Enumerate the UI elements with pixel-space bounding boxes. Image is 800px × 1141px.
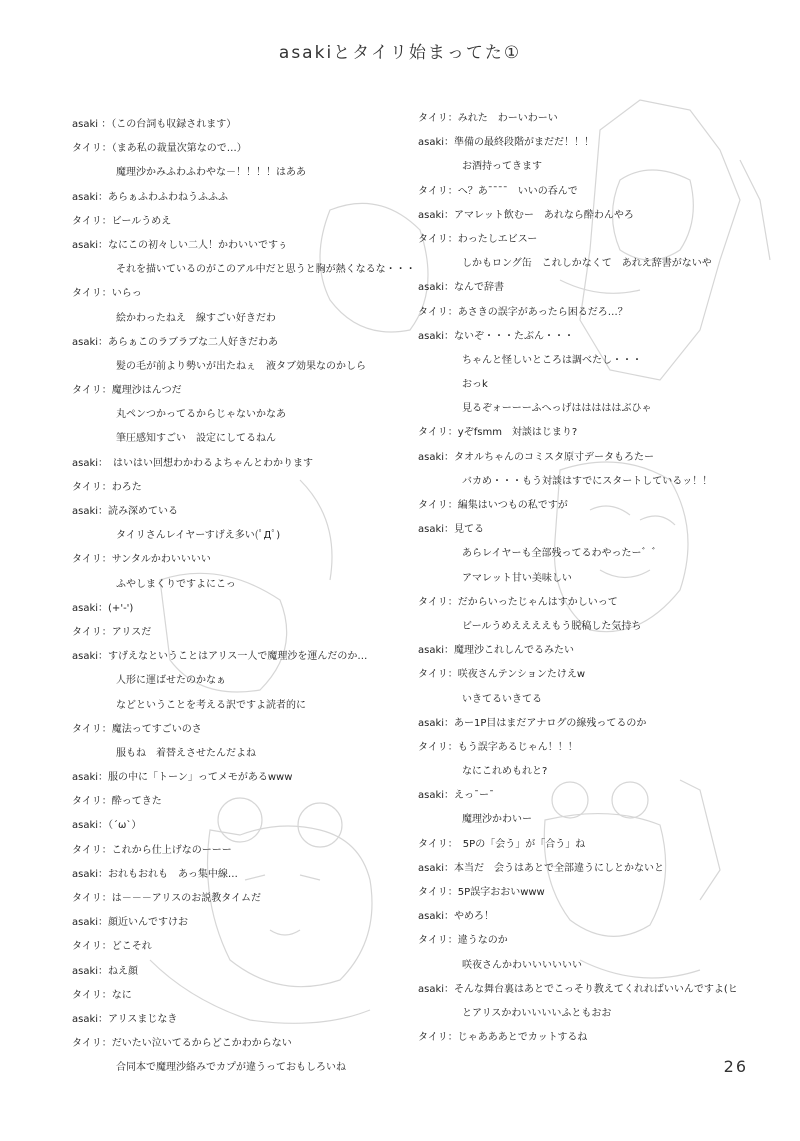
dialogue-line: asaki：準備の最終段階がまだだ！！！ [418,137,595,149]
dialogue-line: asaki：服の中に「トーン」ってメモがあるwww [72,772,293,784]
dialogue-line: 丸ペンつかってるからじゃないかなあ [116,409,286,421]
dialogue-line: タイリ：（まあ私の裁量次第なので…） [72,143,247,155]
dialogue-line: タイリ：ビールうめえ [72,215,172,227]
dialogue-line: タイリ：咲夜さんテンションたけえw [418,669,586,681]
dialogue-line: 人形に運ばせたのかなぁ [116,675,226,687]
dialogue-line: asaki：魔理沙これしんでるみたい [418,645,575,657]
dialogue-column-left [72,113,416,1081]
dialogue-line: タイリ：これから仕上げなのーーー [72,844,232,856]
dialogue-line: asaki：おれもおれも あっ集中線… [72,868,238,880]
dialogue-line: タイリ：魔法ってすごいのさ [72,723,202,735]
dialogue-line: asaki：あらぁこのラブラブな二人好きだわあ [72,336,279,348]
dialogue-line: タイリ：違うなのか [418,935,508,947]
dialogue-line: タイリ：わろた [72,481,142,493]
dialogue-line: ふやしまくりですよにこっ [116,578,236,590]
dialogue-line: おっk [462,379,488,391]
dialogue-line: 魔理沙かみふわふわやな－！！！！はああ [116,167,306,179]
dialogue-line: タイリ：酔ってきた [72,796,162,808]
dialogue-line: タイリ：yぞfsmm 対談はじまり? [418,427,578,439]
dialogue-line: タイリ：なに [72,989,132,1001]
dialogue-line: asaki：アリスまじなき [72,1013,178,1025]
dialogue-line: タイリ：だからいったじゃんはすかしいって [418,596,618,608]
dialogue-line: バカめ・・・もう対談はすでにスタートしているッ！！ [462,475,713,487]
dialogue-line: タイリ：編集はいつもの私ですが [418,500,568,511]
dialogue-line: タイリ：アリスだ [72,626,152,638]
dialogue-line: asaki：あー1P目はまだアナログの線残ってるのか [418,717,647,729]
dialogue-line: タイリさんレイヤーすげえ多い(ﾟДﾟ) [116,530,281,542]
dialogue-line: アマレット甘い美味しい [462,572,572,584]
dialogue-line: 筆圧感知すごい 設定にしてるねん [116,433,276,445]
dialogue-line: タイリ：じゃあああとでカットするね [418,1032,588,1044]
dialogue-line: しかもロング缶 これしかなくて あれえ辞書がないや [462,258,712,270]
dialogue-line: asaki：読み深めている [72,506,179,517]
dialogue-line: なにこれめもれと? [462,766,548,778]
dialogue-line: asaki：えっ¯ー¯ [418,790,495,802]
dialogue-line: asaki：ねえ顔 [72,965,139,977]
dialogue-line: asaki：あらぁふわふわねうふふふ [72,191,229,203]
dialogue-line: タイリ：いらっ [72,288,142,300]
page-title: asakiとタイリ始まってた① [278,43,522,63]
dialogue-line: 絵かわったねえ 線すごい好きだわ [116,312,276,324]
dialogue-line: とアリスかわいいいいふともおお [462,1007,612,1019]
dialogue-line: お酒持ってきます [462,161,542,173]
dialogue-line: 服もね 着替えさせたんだよね [116,747,256,759]
dialogue-line: asaki：ないぞ・・・たぶん・・・ [418,330,575,342]
dialogue-line: asaki：すげえなということはアリス一人で魔理沙を運んだのか… [72,651,368,663]
page-number: 26 [723,1057,748,1076]
dialogue-line: ビールうめええええもう脱稿した気持ち [462,620,642,632]
dialogue-line: タイリ：だいたい泣いてるからどこかわからない [72,1038,292,1050]
dialogue-line: asaki：(+'-') [72,602,134,614]
dialogue-line: asaki：そんな舞台裏はあとでこっそり教えてくれればいいんですよ(ヒ [418,983,738,995]
dialogue-line: 咲夜さんかわいいいいいい [462,959,582,971]
dialogue-line: asaki：タオルちゃんのコミスタ原寸データもろたー [418,451,655,463]
dialogue-line: タイリ：サンタルかわいいいい [72,554,211,566]
dialogue-line: asaki：本当だ 会うはあとで全部違うにしとかないと [418,862,665,874]
dialogue-line: いきてるいきてる [462,693,542,705]
dialogue-line: などということを考える訳ですよ読者的に [116,699,306,711]
dialogue-line: asaki：なんで辞書 [418,282,505,294]
dialogue-line: 見るぞォーーーふへっげはははははぶひゃ [462,403,652,415]
dialogue-line: 髪の毛が前より勢いが出たねぇ 液タブ効果なのかしら [116,360,366,372]
dialogue-line: asaki：（´ω`） [72,820,142,832]
dialogue-line: タイリ：わったしエビスー [418,233,538,245]
dialogue-line: 魔理沙かわいー [462,814,532,826]
dialogue-line: ちゃんと怪しいところは調べたし・・・ [462,354,642,366]
dialogue-line: asaki： はいはい回想わかわるよちゃんとわかります [72,457,314,469]
dialogue-line: タイリ：あさきの誤字があったら困るだろ…？ [418,306,628,318]
dialogue-line: タイリ：みれた わーいわーい [418,113,558,124]
dialogue-line: asaki：やめろ！ [418,911,495,923]
dialogue-line: asaki ：（この台詞も収録されます） [72,119,237,130]
dialogue-line: タイリ：もう誤字あるじゃん！！！ [418,741,578,753]
dialogue-line: asaki：顔近いんですけお [72,917,189,929]
dialogue-line: 合同本で魔理沙絡みでカプが違うっておもしろいね [116,1062,346,1074]
dialogue-line: asaki：アマレット飲むー あれなら酔わんやろ [418,209,634,221]
dialogue-line: タイリ：は－－－アリスのお説教タイムだ [72,893,261,904]
dialogue-line: タイリ：どこそれ [72,941,152,953]
dialogue-line: タイリ： 5Pの「会う」が「合う」ね [418,838,586,850]
dialogue-line: タイリ：魔理沙はんつだ [72,385,182,397]
dialogue-line: タイリ：へ？あ¯¯¯¯ いいの呑んで [418,185,578,197]
dialogue-line: タイリ：5P誤字おおいwww [418,887,545,898]
dialogue-line: asaki：なにこの初々しい二人！かわいいですぅ [72,239,288,251]
dialogue-line: それを描いているのがこのアル中だと思うと胸が熱くなるな・・・ [116,264,416,276]
dialogue-column-right [418,107,758,1050]
dialogue-line: あらレイヤーも全部残ってるわやったー゛゛ [462,548,662,560]
dialogue-line: asaki：見てる [418,524,485,536]
